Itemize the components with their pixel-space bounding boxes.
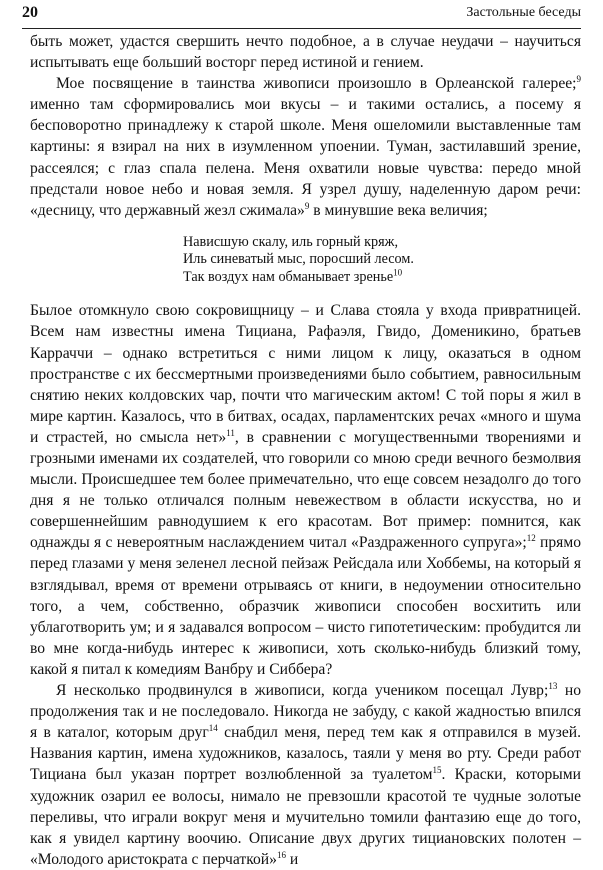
- paragraph: [30, 300, 581, 680]
- footnote-ref: 9: [576, 74, 581, 84]
- poem-line: [183, 269, 581, 287]
- paragraphs-before-poem: [30, 31, 581, 221]
- footnote-ref: 10: [393, 267, 403, 278]
- poem-line-text: Нависшую скалу, иль горный кряж,: [183, 233, 399, 250]
- text-run: снабдил меня, перед тем как я отправился в музей. Названия картин, имена художников, казалось, таяли у меня во рту. Среди работ Тициана был указан портрет возлюбленной за туалетом: [30, 724, 581, 784]
- footnote-ref: 13: [548, 680, 558, 691]
- text-run: , в сравнении с могущественными творениями и грозными именами их создателей, что говорили со мною среди вечного безмолвия мысли. Происшедшее тем более примечательно, что еще совсем незадолго до того дня я не только отличался полным невежеством в области искусства, но и совершеннейшим равнодушием к его красотам. Вот пример: помнится, как однажды я с невероятным наслаждением читал «Раздраженного супруга»;: [30, 428, 581, 552]
- body-text: [30, 31, 581, 870]
- paragraph: [30, 73, 581, 221]
- paragraphs-after-poem: [30, 300, 581, 870]
- poem-line-text: Так воздух нам обманывает зренье: [183, 268, 394, 285]
- text-run: Мое посвящение в таинства живописи произошло в Орлеанской галерее;: [56, 75, 577, 93]
- footnote-ref: 9: [304, 200, 310, 211]
- text-run: Я несколько продвинулся в живописи, когда учеником посещал Лувр;: [56, 682, 549, 700]
- footnote-ref: 14: [208, 723, 218, 734]
- text-run: Былое отомкнуло свою сокровищницу – и Слава стояла у входа привратницей. Всем нам известны имена Тициана, Рафаэля, Гвидо, Доменикино, братьев Карраччи – однако встретиться с ними лицом к лицу, оказаться в одном пространстве с их бессмертными произведениями было событием, равносильным снятию неких колдовских чар, почти что магическим актом! С той поры я жил в мире картин. Казалось, что в битвах, осадах, парламентских речах «много и шума и страстей, но смысла нет»: [30, 302, 581, 446]
- poem-line: [183, 251, 581, 269]
- running-title: Застольные беседы: [466, 5, 581, 20]
- footnote-ref: 12: [526, 533, 536, 544]
- page-number: 20: [22, 4, 38, 21]
- footnote-ref: 16: [276, 849, 286, 860]
- text-run: но продолжения так и не последовало. Никогда не забуду, с какой жадностью впился я в каталог, которым друг: [30, 682, 581, 742]
- poem-line: [183, 234, 581, 252]
- text-run: прямо перед глазами у меня зеленел лесной пейзаж Рейсдала или Хоббемы, на который я взглядывал, время от времени отрываясь от книги, в недоумении относительно того, а чем, собственно, образчик живописи способен восхитить или ублаготворить ум; и я задавался вопросом – чисто гипотетическим: пробудится ли во мне когда-нибудь интерес к живописи, хоть сколько-нибудь близкий тому, какой я питал к комедиям Ванбру и Сиббера?: [30, 534, 581, 678]
- footnote-ref: 11: [226, 427, 235, 438]
- footnote-ref: 15: [432, 765, 442, 776]
- text-run: . Краски, которыми художник озарил ее волосы, нимало не превзошли красотой те чудные золотые переливы, что играли вокруг меня и мучительно томили фантазию еще до того, как я увидел картину воочию. Описание двух других тициановских полотен – «Молодого аристократа с перчаткой»: [30, 766, 581, 868]
- text-run: именно там сформировались мои вкусы – и такими остались, а посему я бесповоротно принадлежу к старой школе. Меня ошеломили выставленные там картины: я взирал на них в изумленном упоении. Туман, застилавший зрение, рассеялся; с глаз спала пелена. Меня охватили новые чувства: передо мной предстали новое небо и новая земля. Я узрел душу, наделенную даром речи: «десницу, что державный жезл сжимала»: [30, 96, 581, 219]
- paragraph: [30, 680, 581, 870]
- text-run: в минувшие века величия;: [309, 201, 488, 219]
- page-header: [22, 4, 581, 29]
- text-run: быть может, удастся свершить нечто подобное, а в случае неудачи – научиться испытывать еще больший восторг перед истиной и гением.: [30, 33, 581, 72]
- paragraph: [30, 31, 581, 73]
- poem-quote: [183, 234, 581, 287]
- text-run: и: [285, 850, 299, 868]
- poem-line-text: Иль синеватый мыс, поросший лесом.: [183, 251, 414, 268]
